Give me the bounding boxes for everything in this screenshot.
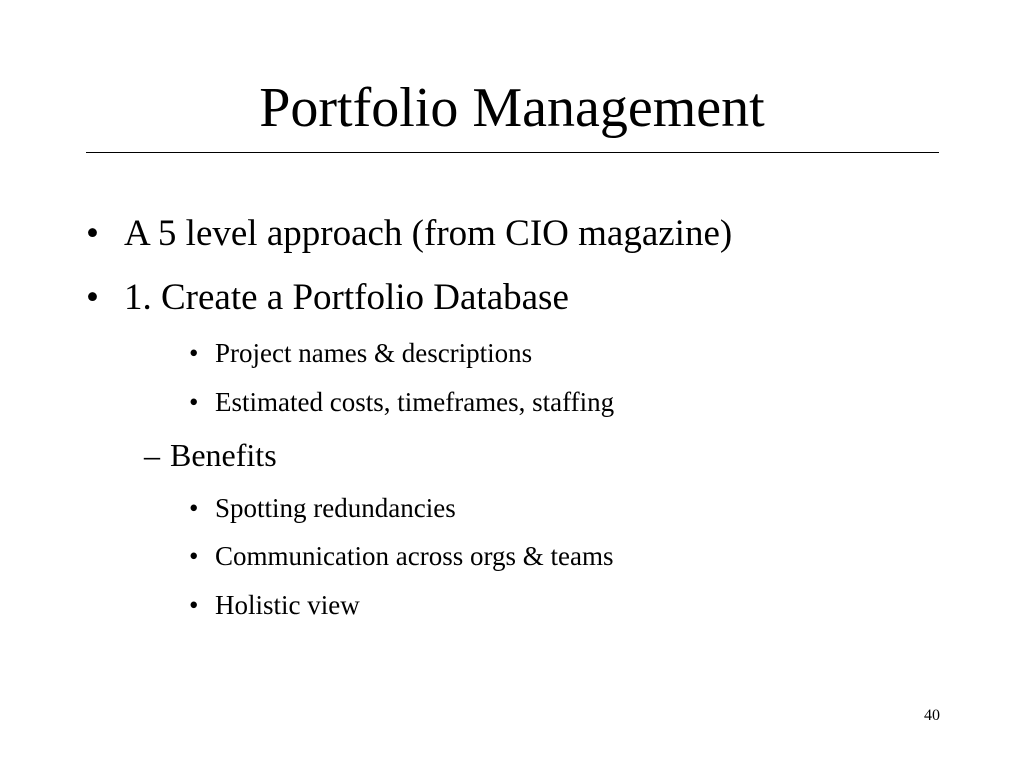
bullet-marker: •: [189, 387, 199, 417]
slide-title: Portfolio Management: [259, 77, 765, 139]
bullet-marker: •: [86, 277, 99, 318]
bullet-text: Estimated costs, timeframes, staffing: [215, 387, 615, 417]
title-divider: [86, 152, 939, 153]
bullet-text: A 5 level approach (from CIO magazine): [124, 213, 733, 254]
bullet-marker: •: [189, 493, 199, 523]
bullet-marker: •: [189, 541, 199, 571]
bullet-marker: •: [189, 338, 199, 368]
bullet-text: Spotting redundancies: [215, 493, 456, 523]
bullet-marker: •: [86, 213, 99, 254]
bullet-text: Communication across orgs & teams: [215, 541, 614, 571]
dash-marker: –: [144, 437, 160, 473]
bullet-text: Project names & descriptions: [215, 338, 533, 368]
slide-number: 40: [924, 707, 940, 724]
bullet-text: 1. Create a Portfolio Database: [124, 277, 569, 318]
bullet-text: Benefits: [170, 437, 277, 473]
bullet-marker: •: [189, 590, 199, 620]
bullet-text: Holistic view: [215, 590, 360, 620]
